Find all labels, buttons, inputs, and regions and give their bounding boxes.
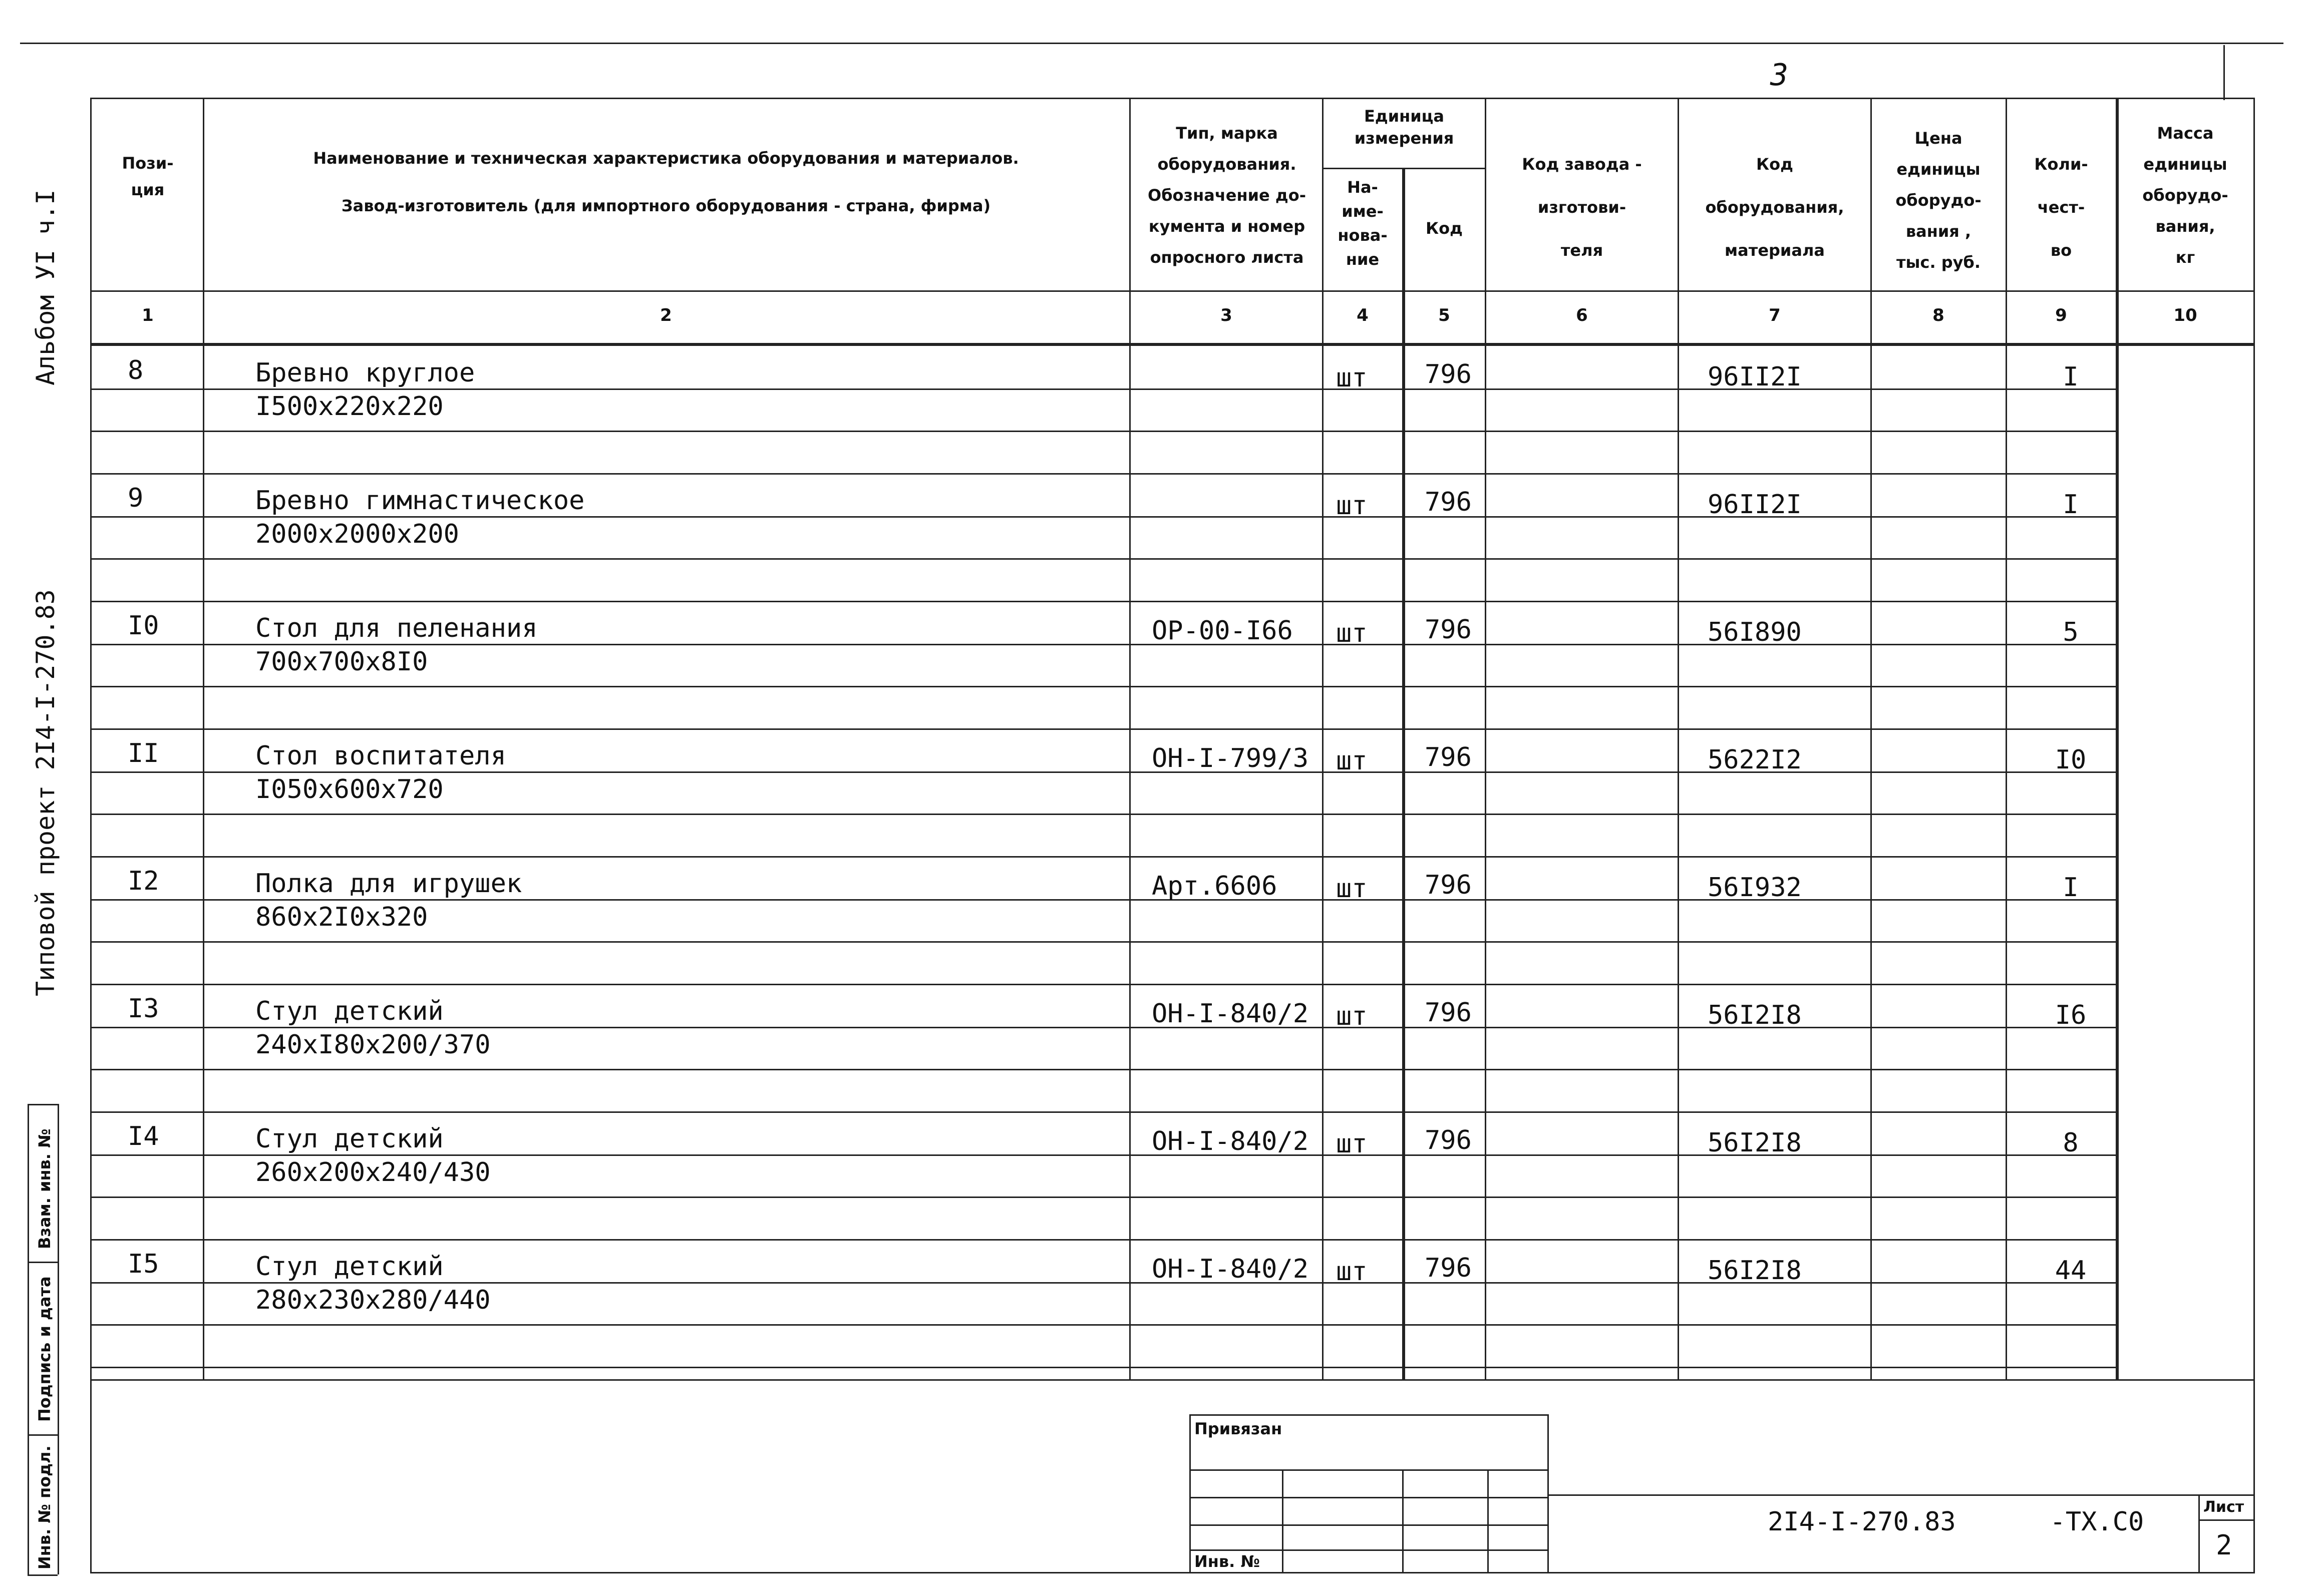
cell-unit-code: 796 xyxy=(1425,359,1472,389)
cell-type: Арт.6606 xyxy=(1152,871,1277,901)
cell-quantity: 8 xyxy=(2063,1128,2079,1158)
cell-unit-code: 796 xyxy=(1425,998,1472,1028)
side-project: Типовой проект 2I4-I-270.83 xyxy=(31,589,60,996)
column-number: 4 xyxy=(1357,305,1369,325)
cell-quantity: I0 xyxy=(2055,745,2087,775)
stamp-inv: Взам. инв. № xyxy=(35,1128,54,1249)
cell-unit-code: 796 xyxy=(1425,487,1472,517)
cell-unit: шт xyxy=(1336,874,1368,904)
cell-quantity: I xyxy=(2063,490,2079,520)
cell-type: ОН-I-799/3 xyxy=(1152,743,1309,773)
cell-name: Стул детский xyxy=(255,996,444,1026)
stamp-sign: Подпись и дата xyxy=(35,1276,54,1422)
cell-type: ОН-I-840/2 xyxy=(1152,999,1309,1029)
page-number: 3 xyxy=(1770,58,1789,93)
header-name-line2: Завод-изготовитель (для импортного оборудования - страна, фирма) xyxy=(341,196,991,215)
cell-unit: шт xyxy=(1336,746,1368,776)
header-equipment-code: Код оборудования, материала xyxy=(1705,155,1844,260)
column-number: 3 xyxy=(1220,305,1232,325)
cell-dimensions: 860x2I0x320 xyxy=(255,902,428,932)
cell-position: I0 xyxy=(128,611,159,641)
header-mass: Масса единицы оборудо- вания, кг xyxy=(2142,124,2228,267)
column-number: 5 xyxy=(1438,305,1450,325)
header-position: Пози- ция xyxy=(122,154,174,199)
document-code: 2I4-I-270.83 -ТХ.С0 xyxy=(1768,1507,2144,1537)
cell-equipment-code: 5622I2 xyxy=(1708,745,1802,775)
inv-no-label: Инв. № xyxy=(1194,1552,1260,1571)
cell-name: Стул детский xyxy=(255,1252,444,1282)
cell-dimensions: 280x230x280/440 xyxy=(255,1285,491,1315)
cell-equipment-code: 56I932 xyxy=(1708,873,1802,903)
cell-name: Бревно гимнастическое xyxy=(255,486,585,516)
cell-position: 9 xyxy=(128,483,144,513)
cell-quantity: 44 xyxy=(2055,1256,2087,1286)
column-number: 10 xyxy=(2173,305,2197,325)
header-factory-code: Код завода - изготови- теля xyxy=(1522,155,1642,260)
cell-quantity: 5 xyxy=(2063,617,2079,647)
cell-equipment-code: 96II2I xyxy=(1708,362,1802,392)
cell-position: I4 xyxy=(128,1121,159,1151)
cell-unit: шт xyxy=(1336,1001,1368,1031)
header-price: Цена единицы оборудо- вания , тыс. руб. xyxy=(1895,129,1982,272)
sheet-number: 2 xyxy=(2216,1529,2232,1561)
cell-position: II xyxy=(128,738,159,768)
header-type: Тип, марка оборудования. Обозначение до- кумента и номер опросного листа xyxy=(1148,124,1306,267)
column-number: 7 xyxy=(1769,305,1781,325)
cell-unit-code: 796 xyxy=(1425,742,1472,772)
side-album: Альбом УI ч.I xyxy=(31,189,60,385)
cell-position: I5 xyxy=(128,1249,159,1279)
column-number: 6 xyxy=(1576,305,1588,325)
cell-equipment-code: 96II2I xyxy=(1708,490,1802,520)
cell-dimensions: I050x600x720 xyxy=(255,774,444,805)
cell-dimensions: 240xI80x200/370 xyxy=(255,1030,491,1060)
cell-position: 8 xyxy=(128,355,144,385)
cell-position: I3 xyxy=(128,994,159,1024)
cell-unit: шт xyxy=(1336,491,1368,521)
cell-position: I2 xyxy=(128,866,159,896)
cell-name: Стол воспитателя xyxy=(255,741,506,771)
cell-dimensions: 2000x2000x200 xyxy=(255,519,459,549)
header-quantity: Коли- чест- во xyxy=(2034,155,2088,260)
cell-type: ОР-00-I66 xyxy=(1152,616,1293,646)
cell-dimensions: 700x700x8I0 xyxy=(255,647,428,677)
column-number: 1 xyxy=(142,305,154,325)
column-number: 2 xyxy=(660,305,672,325)
header-name-line1: Наименование и техническая характеристика оборудования и материалов. xyxy=(313,149,1019,168)
cell-quantity: I xyxy=(2063,873,2079,903)
column-number: 8 xyxy=(1932,305,1944,325)
cell-quantity: I6 xyxy=(2055,1000,2087,1030)
cell-name: Бревно круглое xyxy=(255,358,475,388)
cell-type: ОН-I-840/2 xyxy=(1152,1126,1309,1156)
sheet-label: Лист xyxy=(2203,1498,2244,1516)
cell-unit: шт xyxy=(1336,363,1368,393)
cell-unit-code: 796 xyxy=(1425,1253,1472,1283)
header-unit-name: На- име- нова- ние xyxy=(1338,178,1388,269)
header-unit: Единица измерения xyxy=(1354,107,1454,148)
cell-unit-code: 796 xyxy=(1425,615,1472,645)
privyazan-label: Привязан xyxy=(1194,1419,1282,1438)
cell-name: Полка для игрушек xyxy=(255,869,522,899)
cell-type: ОН-I-840/2 xyxy=(1152,1254,1309,1284)
cell-name: Стул детский xyxy=(255,1124,444,1154)
cell-dimensions: 260x200x240/430 xyxy=(255,1157,491,1187)
cell-unit: шт xyxy=(1336,1129,1368,1159)
cell-unit-code: 796 xyxy=(1425,1125,1472,1155)
cell-unit-code: 796 xyxy=(1425,870,1472,900)
cell-equipment-code: 56I2I8 xyxy=(1708,1128,1802,1158)
cell-unit: шт xyxy=(1336,618,1368,648)
cell-equipment-code: 56I2I8 xyxy=(1708,1256,1802,1286)
cell-dimensions: I500x220x220 xyxy=(255,391,444,422)
header-unit-code: Код xyxy=(1426,219,1463,238)
cell-quantity: I xyxy=(2063,362,2079,392)
cell-equipment-code: 56I2I8 xyxy=(1708,1000,1802,1030)
cell-name: Стол для пеленания xyxy=(255,613,538,643)
cell-equipment-code: 56I890 xyxy=(1708,617,1802,647)
column-number: 9 xyxy=(2055,305,2067,325)
cell-unit: шт xyxy=(1336,1257,1368,1287)
stamp-inv-podl: Инв. № подл. xyxy=(35,1445,54,1569)
